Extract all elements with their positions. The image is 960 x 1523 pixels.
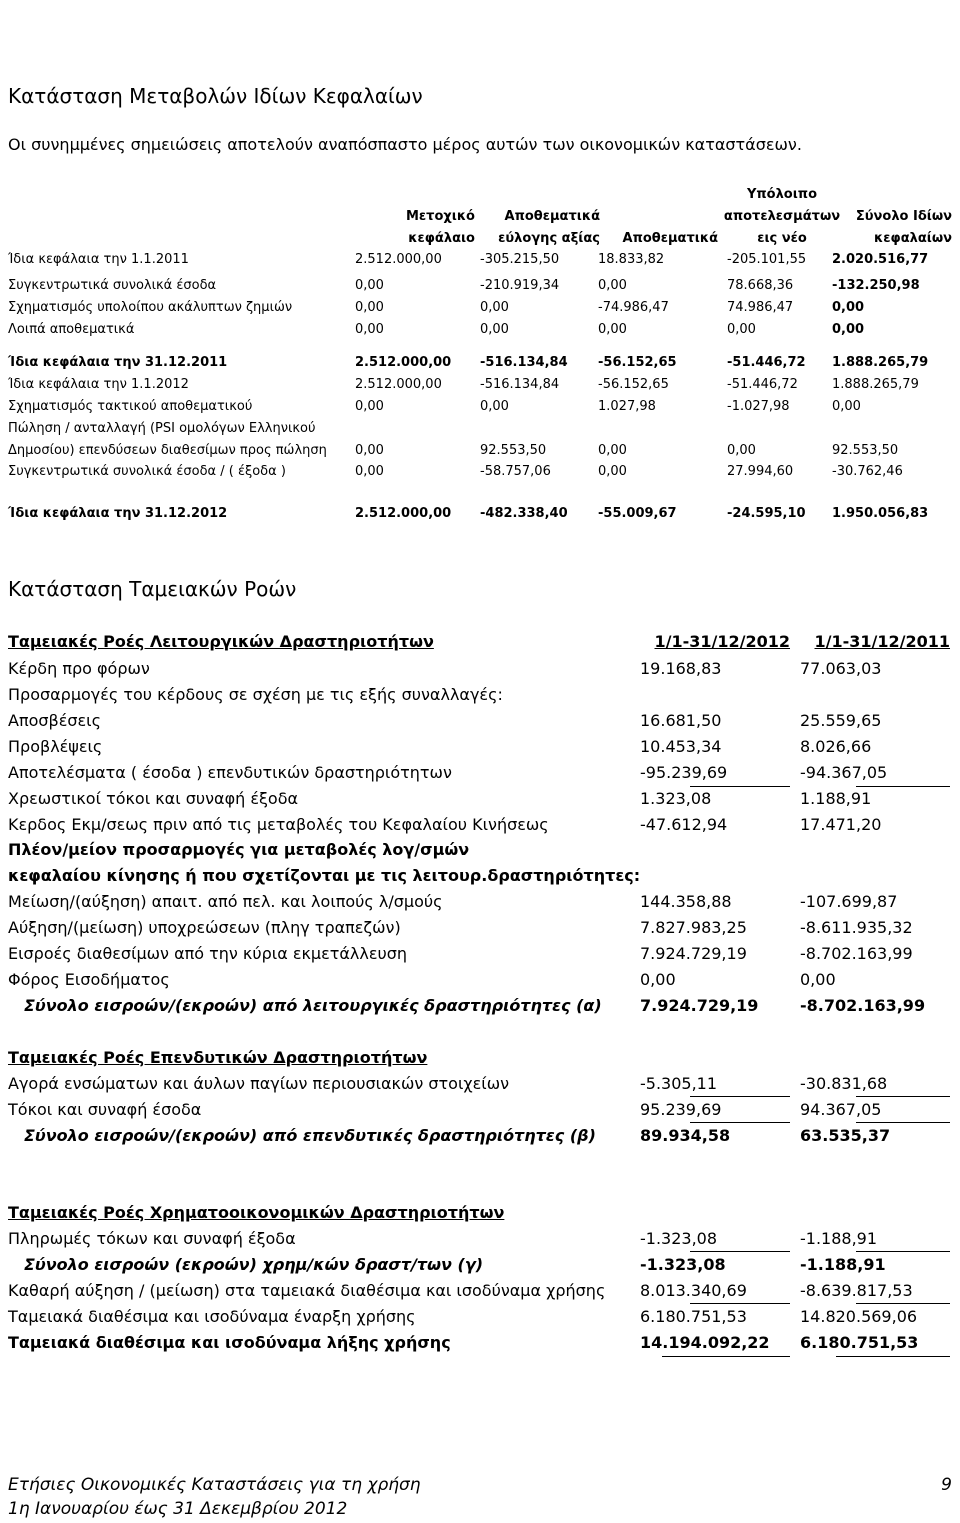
equity-cell: 0,00 bbox=[832, 322, 865, 337]
cashflow-section-heading: Ταμειακές Ροές Λειτουργικών Δραστηριοτήτων bbox=[8, 632, 434, 651]
cashflow-cell: 7.827.983,25 bbox=[640, 918, 747, 937]
equity-cell: 2.512.000,00 bbox=[355, 377, 442, 392]
equity-cell: 0,00 bbox=[480, 399, 509, 414]
cashflow-cell: 17.471,20 bbox=[800, 815, 882, 834]
cashflow-row-label: Χρεωστικοί τόκοι και συναφή έξοδα bbox=[8, 789, 299, 808]
equity-cell: -516.134,84 bbox=[480, 355, 568, 370]
equity-cell: -1.027,98 bbox=[727, 399, 790, 414]
footer-title: Ετήσιες Οικονομικές Καταστάσεις για τη χρήση bbox=[8, 1475, 421, 1495]
equity-row-label: Ίδια κεφάλαια την 1.1.2012 bbox=[8, 377, 189, 392]
equity-col-header: Αποθεματικά bbox=[622, 231, 718, 246]
rule-line bbox=[690, 786, 790, 787]
equity-cell: -30.762,46 bbox=[832, 464, 903, 479]
cashflow-cell: -8.639.817,53 bbox=[800, 1281, 913, 1300]
rule-line bbox=[690, 1251, 790, 1252]
cashflow-row-label: Αγορά ενσώματων και άυλων παγίων περιουσιακών στοιχείων bbox=[8, 1074, 510, 1093]
cashflow-cell: 8.013.340,69 bbox=[640, 1281, 747, 1300]
cashflow-row-label: Ταμειακά διαθέσιμα και ισοδύναμα έναρξη χρήσης bbox=[8, 1307, 416, 1326]
cashflow-section-heading: Ταμειακές Ροές Επενδυτικών Δραστηριοτήτων bbox=[8, 1048, 428, 1067]
equity-cell: 2.020.516,77 bbox=[832, 252, 929, 267]
equity-cell: -58.757,06 bbox=[480, 464, 551, 479]
cashflow-col2-header: 1/1-31/12/2011 bbox=[814, 632, 950, 651]
cashflow-col1-header: 1/1-31/12/2012 bbox=[654, 632, 790, 651]
equity-col-header: κεφαλαίων bbox=[874, 231, 952, 246]
equity-cell: -56.152,65 bbox=[598, 355, 677, 370]
cashflow-cell: -8.702.163,99 bbox=[800, 996, 926, 1015]
equity-note: Οι συνημμένες σημειώσεις αποτελούν αναπόσπαστο μέρος αυτών των οικονομικών καταστάσεων. bbox=[8, 135, 802, 154]
cashflow-row-label: Αύξηση/(μείωση) υποχρεώσεων (πληγ τραπεζών) bbox=[8, 918, 401, 937]
rule-line bbox=[690, 1303, 790, 1304]
equity-cell: 78.668,36 bbox=[727, 278, 794, 293]
equity-cell: 0,00 bbox=[480, 300, 509, 315]
equity-col-header: εις νέο bbox=[757, 231, 807, 246]
equity-cell: 0,00 bbox=[355, 399, 384, 414]
cashflow-cell: 16.681,50 bbox=[640, 711, 722, 730]
cashflow-row-label: Σύνολο εισροών (εκροών) χρημ/κών δραστ/των (γ) bbox=[24, 1255, 484, 1274]
cashflow-cell: 7.924.729,19 bbox=[640, 996, 759, 1015]
equity-cell: 0,00 bbox=[355, 300, 384, 315]
cashflow-cell: 8.026,66 bbox=[800, 737, 872, 756]
cashflow-title: Κατάσταση Ταμειακών Ροών bbox=[8, 577, 297, 601]
rule-line bbox=[690, 1122, 790, 1123]
cashflow-row-label: Αποτελέσματα ( έσοδα ) επενδυτικών δραστηριότητων bbox=[8, 763, 452, 782]
footer-period: 1η Ιανουαρίου έως 31 Δεκεμβρίου 2012 bbox=[8, 1499, 348, 1519]
cashflow-cell: -1.188,91 bbox=[800, 1229, 878, 1248]
cashflow-row-label: Κερδος Εκμ/σεως πριν από τις μεταβολές του Κεφαλαίου Κινήσεως bbox=[8, 815, 549, 834]
cashflow-cell: 0,00 bbox=[800, 970, 836, 989]
equity-cell: -55.009,67 bbox=[598, 506, 677, 521]
cashflow-row-label: Κέρδη προ φόρων bbox=[8, 659, 150, 678]
cashflow-row-label: Τόκοι και συναφή έσοδα bbox=[8, 1100, 202, 1119]
equity-col-header: Σύνολο Ιδίων bbox=[855, 209, 952, 224]
equity-row-label: Συγκεντρωτικά συνολικά έσοδα / ( έξοδα ) bbox=[8, 464, 286, 479]
cashflow-cell: -5.305,11 bbox=[640, 1074, 718, 1093]
equity-cell: 0,00 bbox=[832, 300, 865, 315]
equity-cell: 1.027,98 bbox=[598, 399, 656, 414]
equity-col-header: Αποθεματικά bbox=[504, 209, 600, 224]
equity-row-label: Ίδια κεφάλαια την 1.1.2011 bbox=[8, 252, 189, 267]
equity-cell: 27.994,60 bbox=[727, 464, 794, 479]
cashflow-cell: -8.611.935,32 bbox=[800, 918, 913, 937]
equity-cell: -51.446,72 bbox=[727, 355, 806, 370]
equity-col-header: Υπόλοιπο bbox=[746, 187, 818, 202]
cashflow-cell: 1.323,08 bbox=[640, 789, 712, 808]
cashflow-cell: 19.168,83 bbox=[640, 659, 722, 678]
equity-cell: 0,00 bbox=[727, 443, 756, 458]
rule-line bbox=[662, 1356, 790, 1357]
equity-cell: 18.833,82 bbox=[598, 252, 665, 267]
cashflow-cell: -95.239,69 bbox=[640, 763, 728, 782]
rule-line bbox=[836, 1356, 950, 1357]
cashflow-cell: 1.188,91 bbox=[800, 789, 872, 808]
cashflow-row-label: Πληρωμές τόκων και συναφή έξοδα bbox=[8, 1229, 296, 1248]
equity-cell: 0,00 bbox=[598, 443, 627, 458]
cashflow-cell: 25.559,65 bbox=[800, 711, 882, 730]
equity-cell: -51.446,72 bbox=[727, 377, 798, 392]
equity-cell: -205.101,55 bbox=[727, 252, 807, 267]
cashflow-row-label: κεφαλαίου κίνησης ή που σχετίζονται με τις λειτουρ.δραστηριότητες: bbox=[8, 866, 641, 885]
cashflow-cell: 14.194.092,22 bbox=[640, 1333, 770, 1352]
equity-cell: 1.888.265,79 bbox=[832, 355, 929, 370]
equity-cell: 0,00 bbox=[727, 322, 756, 337]
cashflow-cell: 10.453,34 bbox=[640, 737, 722, 756]
equity-col-header: εύλογης αξίας bbox=[498, 231, 600, 246]
cashflow-cell: 63.535,37 bbox=[800, 1126, 891, 1145]
equity-col-header: αποτελεσμάτων bbox=[723, 209, 841, 224]
cashflow-cell: 94.367,05 bbox=[800, 1100, 882, 1119]
equity-row-label: Ίδια κεφάλαια την 31.12.2012 bbox=[8, 506, 228, 521]
cashflow-cell: -1.323,08 bbox=[640, 1255, 726, 1274]
equity-col-header: Μετοχικό bbox=[405, 209, 475, 224]
equity-cell: -210.919,34 bbox=[480, 278, 560, 293]
cashflow-row-label: Πλέον/μείον προσαρμογές για μεταβολές λογ/σμών bbox=[8, 840, 470, 859]
cashflow-cell: -1.188,91 bbox=[800, 1255, 886, 1274]
cashflow-cell: -30.831,68 bbox=[800, 1074, 888, 1093]
equity-cell: 2.512.000,00 bbox=[355, 355, 452, 370]
equity-cell: -516.134,84 bbox=[480, 377, 560, 392]
cashflow-cell: 7.924.729,19 bbox=[640, 944, 747, 963]
equity-cell: 74.986,47 bbox=[727, 300, 794, 315]
equity-cell: 0,00 bbox=[598, 278, 627, 293]
cashflow-cell: 89.934,58 bbox=[640, 1126, 731, 1145]
cashflow-cell: 144.358,88 bbox=[640, 892, 732, 911]
equity-cell: -132.250,98 bbox=[832, 278, 920, 293]
cashflow-row-label: Μείωση/(αύξηση) απαιτ. από πελ. και λοιπούς λ/σμούς bbox=[8, 892, 443, 911]
cashflow-cell: 14.820.569,06 bbox=[800, 1307, 918, 1326]
cashflow-cell: -1.323,08 bbox=[640, 1229, 718, 1248]
cashflow-cell: -8.702.163,99 bbox=[800, 944, 913, 963]
cashflow-row-label: Εισροές διαθεσίμων από την κύρια εκμετάλλευση bbox=[8, 944, 408, 963]
equity-cell: -56.152,65 bbox=[598, 377, 669, 392]
cashflow-cell: -47.612,94 bbox=[640, 815, 728, 834]
cashflow-section-heading: Ταμειακές Ροές Χρηματοοικονομικών Δραστηριοτήτων bbox=[8, 1203, 505, 1222]
rule-line bbox=[690, 1096, 790, 1097]
equity-cell: 0,00 bbox=[480, 322, 509, 337]
equity-cell: 0,00 bbox=[355, 278, 384, 293]
equity-cell: -482.338,40 bbox=[480, 506, 568, 521]
equity-row-label: Πώληση / ανταλλαγή (PSI ομολόγων Ελληνικού bbox=[8, 421, 316, 436]
equity-cell: 1.888.265,79 bbox=[832, 377, 919, 392]
equity-cell: 2.512.000,00 bbox=[355, 252, 442, 267]
equity-row-label: Δημοσίου) επενδύσεων διαθεσίμων προς πώληση bbox=[8, 443, 327, 458]
cashflow-row-label: Ταμειακά διαθέσιμα και ισοδύναμα λήξης χρήσης bbox=[8, 1333, 451, 1352]
equity-cell: 2.512.000,00 bbox=[355, 506, 452, 521]
equity-cell: -74.986,47 bbox=[598, 300, 669, 315]
cashflow-row-label: Προσαρμογές του κέρδους σε σχέση με τις εξής συναλλαγές: bbox=[8, 685, 503, 704]
cashflow-row-label: Καθαρή αύξηση / (μείωση) στα ταμειακά διαθέσιμα και ισοδύναμα χρήσης bbox=[8, 1281, 606, 1300]
equity-cell: -24.595,10 bbox=[727, 506, 806, 521]
equity-cell: 0,00 bbox=[355, 443, 384, 458]
page-number: 9 bbox=[941, 1475, 952, 1495]
equity-col-header: κεφάλαιο bbox=[408, 231, 475, 246]
rule-line bbox=[856, 1122, 950, 1123]
rule-line bbox=[856, 1251, 950, 1252]
equity-cell: 0,00 bbox=[598, 322, 627, 337]
cashflow-row-label: Φόρος Εισοδήματος bbox=[8, 970, 170, 989]
rule-line bbox=[856, 786, 950, 787]
cashflow-row-label: Προβλέψεις bbox=[8, 737, 103, 756]
equity-row-label: Σχηματισμός τακτικού αποθεματικού bbox=[8, 399, 253, 414]
equity-row-label: Συγκεντρωτικά συνολικά έσοδα bbox=[8, 278, 217, 293]
cashflow-row-label: Αποσβέσεις bbox=[8, 711, 101, 730]
cashflow-cell: 95.239,69 bbox=[640, 1100, 722, 1119]
cashflow-row-label: Σύνολο εισροών/(εκροών) από επενδυτικές δραστηριότητες (β) bbox=[24, 1126, 596, 1145]
rule-line bbox=[856, 1303, 950, 1304]
cashflow-cell: 0,00 bbox=[640, 970, 676, 989]
cashflow-cell: 77.063,03 bbox=[800, 659, 882, 678]
equity-cell: 0,00 bbox=[355, 464, 384, 479]
equity-cell: 92.553,50 bbox=[480, 443, 547, 458]
cashflow-row-label: Σύνολο εισροών/(εκροών) από λειτουργικές δραστηριότητες (α) bbox=[24, 996, 602, 1015]
cashflow-cell: -107.699,87 bbox=[800, 892, 898, 911]
cashflow-cell: -94.367,05 bbox=[800, 763, 888, 782]
equity-cell: 92.553,50 bbox=[832, 443, 899, 458]
equity-title: Κατάσταση Μεταβολών Ιδίων Κεφαλαίων bbox=[8, 84, 423, 108]
equity-row-label: Λοιπά αποθεματικά bbox=[8, 322, 135, 337]
equity-row-label: Ίδια κεφάλαια την 31.12.2011 bbox=[8, 355, 228, 370]
cashflow-cell: 6.180.751,53 bbox=[800, 1333, 919, 1352]
equity-cell: 1.950.056,83 bbox=[832, 506, 929, 521]
cashflow-cell: 6.180.751,53 bbox=[640, 1307, 747, 1326]
equity-cell: 0,00 bbox=[355, 322, 384, 337]
equity-cell: -305.215,50 bbox=[480, 252, 560, 267]
equity-cell: 0,00 bbox=[598, 464, 627, 479]
rule-line bbox=[856, 1096, 950, 1097]
equity-cell: 0,00 bbox=[832, 399, 861, 414]
equity-row-label: Σχηματισμός υπολοίπου ακάλυπτων ζημιών bbox=[8, 300, 293, 315]
